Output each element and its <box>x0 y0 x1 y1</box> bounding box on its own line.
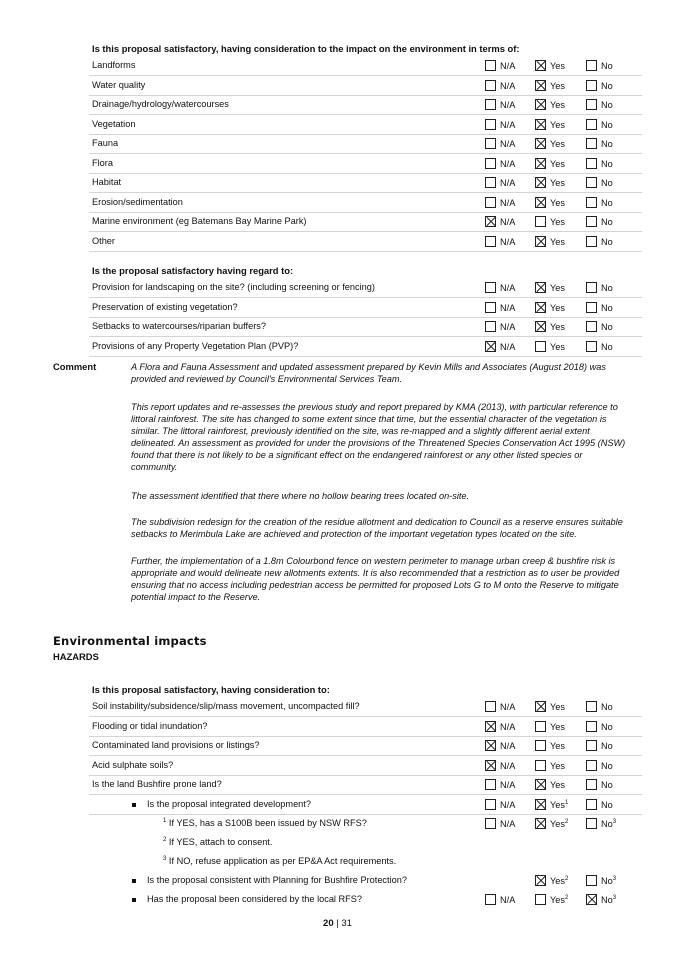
option-yes[interactable]: Yes <box>535 760 565 771</box>
checkbox-no[interactable] <box>586 216 597 227</box>
checklist-row <box>89 56 642 76</box>
checkbox-na[interactable] <box>485 138 496 149</box>
checkbox-na[interactable] <box>485 818 496 829</box>
checkbox-na[interactable] <box>485 60 496 71</box>
checklist-row <box>89 95 642 115</box>
checkbox-no[interactable] <box>586 760 597 771</box>
row-label: Is the proposal integrated development? <box>147 799 311 809</box>
bullet-icon <box>132 879 136 883</box>
option-no[interactable]: No <box>586 99 613 110</box>
checkbox-no[interactable] <box>586 119 597 130</box>
checklist-row <box>89 173 642 193</box>
checkbox-no[interactable] <box>586 341 597 352</box>
row-label: Drainage/hydrology/watercourses <box>92 99 229 109</box>
option-na[interactable]: N/A <box>485 282 515 293</box>
checkbox-na[interactable] <box>485 177 496 188</box>
checkbox-no[interactable] <box>586 60 597 71</box>
checkbox-na[interactable] <box>485 894 496 905</box>
option-na[interactable]: N/A <box>485 779 515 790</box>
page-footer <box>0 918 675 929</box>
checklist-row <box>89 717 642 737</box>
checkbox-yes[interactable] <box>535 701 546 712</box>
checkbox-na[interactable] <box>485 197 496 208</box>
checkbox-yes[interactable] <box>535 99 546 110</box>
option-na[interactable]: N/A <box>485 80 515 91</box>
checkbox-no[interactable] <box>586 875 597 886</box>
checkbox-yes[interactable] <box>535 818 546 829</box>
option-no[interactable]: No <box>586 721 613 732</box>
regard-question-header: Is the proposal satisfactory having regard to: <box>92 265 294 276</box>
row-label: Water quality <box>92 79 146 90</box>
option-no[interactable]: No$^3$ <box>586 894 616 905</box>
option-na[interactable]: N/A <box>485 177 515 188</box>
checkbox-yes[interactable] <box>535 760 546 771</box>
checkbox-no[interactable] <box>586 158 597 169</box>
checkbox-yes[interactable] <box>535 341 546 352</box>
pbp-row <box>89 871 642 890</box>
checkbox-na[interactable] <box>485 779 496 790</box>
option-no[interactable]: No <box>586 321 613 332</box>
option-no[interactable]: No <box>586 80 613 91</box>
row-label: Habitat <box>92 177 122 187</box>
checkbox-yes[interactable] <box>535 60 546 71</box>
option-no[interactable]: No <box>586 138 613 149</box>
option-na[interactable]: N/A <box>485 99 515 110</box>
option-no[interactable]: No$^3$ <box>586 818 616 829</box>
option-na[interactable]: N/A <box>485 119 515 130</box>
option-na[interactable]: N/A <box>485 197 515 208</box>
option-yes[interactable]: Yes$^2$ <box>535 818 568 829</box>
option-na[interactable]: N/A <box>485 799 515 810</box>
option-yes[interactable]: Yes <box>535 158 565 169</box>
comment-paragraph: This report updates and re-assesses the previous study and report prepared by KMA (2013), with particular reference to littoral rainforest. The site has changed to some extent since that time, but the essential character of the vegetation is similar. The littoral rainforest, previously identified on the site, was re-mapped and a slightly different aerial extent delineated. An assessment as provided for under the provisions of the Threatened Species Conservation Act 1995 (NSW) found that there is not likely to be a significant effect on the endangered rainforest or any other listed species or community. <box>131 402 626 472</box>
option-no[interactable]: No <box>586 119 613 130</box>
checkbox-no[interactable] <box>586 740 597 751</box>
option-na[interactable]: N/A <box>485 760 515 771</box>
option-na[interactable]: N/A <box>485 158 515 169</box>
option-na[interactable]: N/A <box>485 60 515 71</box>
row-label: Fauna <box>92 138 119 148</box>
checklist-row <box>89 775 642 795</box>
option-yes[interactable]: Yes$^2$ <box>535 894 568 905</box>
option-yes[interactable]: Yes$^2$ <box>535 875 568 886</box>
checkbox-yes[interactable] <box>535 875 546 886</box>
option-no[interactable]: No$^3$ <box>586 875 616 886</box>
checkbox-yes[interactable] <box>535 158 546 169</box>
checkbox-na[interactable] <box>485 216 496 227</box>
checkbox-no[interactable] <box>586 138 597 149</box>
note-yes-row <box>89 833 642 852</box>
checkbox-no[interactable] <box>586 701 597 712</box>
option-no[interactable]: No <box>586 236 613 247</box>
checkbox-yes[interactable] <box>535 799 546 810</box>
comment-label: Comment <box>53 361 97 372</box>
option-yes[interactable]: Yes <box>535 138 565 149</box>
row-label: Preservation of existing vegetation? <box>92 301 238 312</box>
checkbox-na[interactable] <box>485 341 496 352</box>
option-no[interactable]: No <box>586 341 613 352</box>
row-label: Marine environment (eg Batemans Bay Marine Park) <box>92 216 307 226</box>
option-na[interactable]: N/A <box>485 302 515 313</box>
section-subtitle: HAZARDS <box>53 651 99 662</box>
checklist-row <box>89 76 642 96</box>
comment-paragraph: A Flora and Fauna Assessment and updated assessment prepared by Kevin Mills and Associates (August 2018) was provided and reviewed by Council's Environmental Services Team. <box>131 362 606 384</box>
checkbox-yes[interactable] <box>535 80 546 91</box>
option-no[interactable]: No <box>586 701 613 712</box>
integrated-development-row <box>89 795 642 815</box>
row-label: Flooding or tidal inundation? <box>92 720 208 731</box>
row-label: Flora <box>92 157 113 168</box>
option-na[interactable]: N/A <box>485 721 515 732</box>
hazards-question-header: Is this proposal satisfactory, having consideration to: <box>92 684 330 695</box>
option-yes[interactable]: Yes <box>535 341 565 352</box>
option-yes[interactable]: Yes <box>535 701 565 712</box>
checkbox-no[interactable] <box>586 321 597 332</box>
note-no-row <box>89 852 642 871</box>
note-text: $^2$ If YES, attach to consent. <box>163 837 273 847</box>
option-na[interactable]: N/A <box>485 236 515 247</box>
row-label: Acid sulphate soils? <box>92 759 174 770</box>
comment-paragraph: The assessment identified that there where no hollow bearing trees located on-site. <box>131 491 470 501</box>
option-na[interactable]: N/A <box>485 894 515 905</box>
page-number: 20 <box>323 918 334 929</box>
checkbox-no[interactable] <box>586 236 597 247</box>
row-label: Soil instability/subsidence/slip/mass movement, uncompacted fill? <box>92 701 360 711</box>
checkbox-na[interactable] <box>485 158 496 169</box>
option-no[interactable]: No <box>586 177 613 188</box>
checklist-row <box>89 337 642 357</box>
option-no[interactable]: No <box>586 216 613 227</box>
section-title: Environmental impacts <box>53 634 207 648</box>
checkbox-yes[interactable] <box>535 216 546 227</box>
s100b-row <box>89 814 642 833</box>
option-na[interactable]: N/A <box>485 818 515 829</box>
checkbox-na[interactable] <box>485 760 496 771</box>
checkbox-yes[interactable] <box>535 138 546 149</box>
page-separator: | <box>336 918 339 929</box>
checkbox-yes[interactable] <box>535 177 546 188</box>
option-yes[interactable]: Yes <box>535 721 565 732</box>
checkbox-yes[interactable] <box>535 740 546 751</box>
option-yes[interactable]: Yes <box>535 302 565 313</box>
checklist-row <box>89 736 642 756</box>
option-na[interactable]: N/A <box>485 138 515 149</box>
row-label: Is the proposal consistent with Planning for Bushfire Protection? <box>147 875 407 885</box>
checkbox-yes[interactable] <box>535 321 546 332</box>
option-yes[interactable]: Yes <box>535 177 565 188</box>
environment-question-header: Is this proposal satisfactory, having consideration to the impact on the environment in terms of: <box>92 43 520 54</box>
row-label: Provisions of any Property Vegetation Plan (PVP)? <box>92 340 299 351</box>
checkbox-no[interactable] <box>586 282 597 293</box>
checkbox-na[interactable] <box>485 321 496 332</box>
option-yes[interactable]: Yes <box>535 119 565 130</box>
option-no[interactable]: No <box>586 760 613 771</box>
row-label: Landforms <box>92 60 136 70</box>
option-yes[interactable]: Yes <box>535 236 565 247</box>
checkbox-no[interactable] <box>586 197 597 208</box>
option-yes[interactable]: Yes <box>535 216 565 227</box>
option-na[interactable]: N/A <box>485 701 515 712</box>
checklist-row <box>89 134 642 154</box>
option-yes[interactable]: Yes$^1$ <box>535 799 568 810</box>
checklist-row <box>89 193 642 213</box>
checklist-row <box>89 154 642 174</box>
option-no[interactable]: No <box>586 60 613 71</box>
option-yes[interactable]: Yes <box>535 779 565 790</box>
checkbox-yes[interactable] <box>535 721 546 732</box>
checkbox-no[interactable] <box>586 99 597 110</box>
checkbox-na[interactable] <box>485 701 496 712</box>
checkbox-na[interactable] <box>485 119 496 130</box>
checkbox-na[interactable] <box>485 721 496 732</box>
option-yes[interactable]: Yes <box>535 197 565 208</box>
checkbox-yes[interactable] <box>535 894 546 905</box>
checkbox-no[interactable] <box>586 799 597 810</box>
checkbox-na[interactable] <box>485 236 496 247</box>
checkbox-yes[interactable] <box>535 236 546 247</box>
option-yes[interactable]: Yes <box>535 99 565 110</box>
row-label: Has the proposal been considered by the local RFS? <box>147 894 363 904</box>
checklist-row <box>89 115 642 135</box>
bullet-icon <box>132 898 136 902</box>
option-na[interactable]: N/A <box>485 341 515 352</box>
option-na[interactable]: N/A <box>485 740 515 751</box>
checklist-row <box>89 232 642 252</box>
option-no[interactable]: No <box>586 282 613 293</box>
checkbox-na[interactable] <box>485 799 496 810</box>
checkbox-yes[interactable] <box>535 282 546 293</box>
checklist-row <box>89 212 642 232</box>
row-label: Provision for landscaping on the site? (including screening or fencing) <box>92 282 375 292</box>
option-yes[interactable]: Yes <box>535 740 565 751</box>
checkbox-no[interactable] <box>586 177 597 188</box>
checkbox-no[interactable] <box>586 80 597 91</box>
option-yes[interactable]: Yes <box>535 321 565 332</box>
option-no[interactable]: No <box>586 799 613 810</box>
checkbox-yes[interactable] <box>535 197 546 208</box>
checkbox-yes[interactable] <box>535 302 546 313</box>
checkbox-no[interactable] <box>586 818 597 829</box>
comment-paragraph: The subdivision redesign for the creation of the residue allotment and dedication to Council as a reserve ensures suitable setbacks to Merimbula Lake are achieved and protection of the important vegetation types located on the site. <box>131 517 623 539</box>
checkbox-na[interactable] <box>485 80 496 91</box>
checklist-row <box>89 697 642 717</box>
row-label: $^1$ If YES, has a S100B been issued by NSW RFS? <box>163 818 367 828</box>
bullet-icon <box>132 803 136 807</box>
checkbox-no[interactable] <box>586 721 597 732</box>
note-text: $^3$ If NO, refuse application as per EP&A Act requirements. <box>163 856 397 866</box>
checklist-row <box>89 756 642 776</box>
row-label: Is the land Bushfire prone land? <box>92 779 222 789</box>
row-label: Setbacks to watercourses/riparian buffers? <box>92 321 266 331</box>
checkbox-no[interactable] <box>586 779 597 790</box>
checklist-row <box>89 317 642 337</box>
rfs-row <box>89 890 642 909</box>
comment-paragraph: Further, the implementation of a 1.8m Colourbond fence on western perimeter to manage urban creep & bushfire risk is appropriate and would delineate new allotments extents. It is also recommended that a restriction as to user be provided ensuring that no access including pedestrian access be permitted for proposed Lots G to M onto the Reserve to mitigate potential impact to the Reserve. <box>131 556 620 602</box>
option-yes[interactable]: Yes <box>535 80 565 91</box>
option-no[interactable]: No <box>586 740 613 751</box>
checkbox-no[interactable] <box>586 894 597 905</box>
checklist-row <box>89 298 642 318</box>
page-total: 31 <box>341 918 352 929</box>
option-no[interactable]: No <box>586 158 613 169</box>
checkbox-no[interactable] <box>586 302 597 313</box>
option-yes[interactable]: Yes <box>535 282 565 293</box>
row-label: Erosion/sedimentation <box>92 196 183 207</box>
option-na[interactable]: N/A <box>485 216 515 227</box>
checkbox-na[interactable] <box>485 99 496 110</box>
checklist-row <box>89 278 642 298</box>
option-no[interactable]: No <box>586 302 613 313</box>
checkbox-yes[interactable] <box>535 779 546 790</box>
option-no[interactable]: No <box>586 779 613 790</box>
option-na[interactable]: N/A <box>485 321 515 332</box>
row-label: Contaminated land provisions or listings? <box>92 740 260 750</box>
checkbox-na[interactable] <box>485 302 496 313</box>
row-label: Other <box>92 235 115 246</box>
option-yes[interactable]: Yes <box>535 60 565 71</box>
row-label: Vegetation <box>92 118 136 129</box>
checkbox-na[interactable] <box>485 740 496 751</box>
checkbox-yes[interactable] <box>535 119 546 130</box>
option-no[interactable]: No <box>586 197 613 208</box>
checkbox-na[interactable] <box>485 282 496 293</box>
